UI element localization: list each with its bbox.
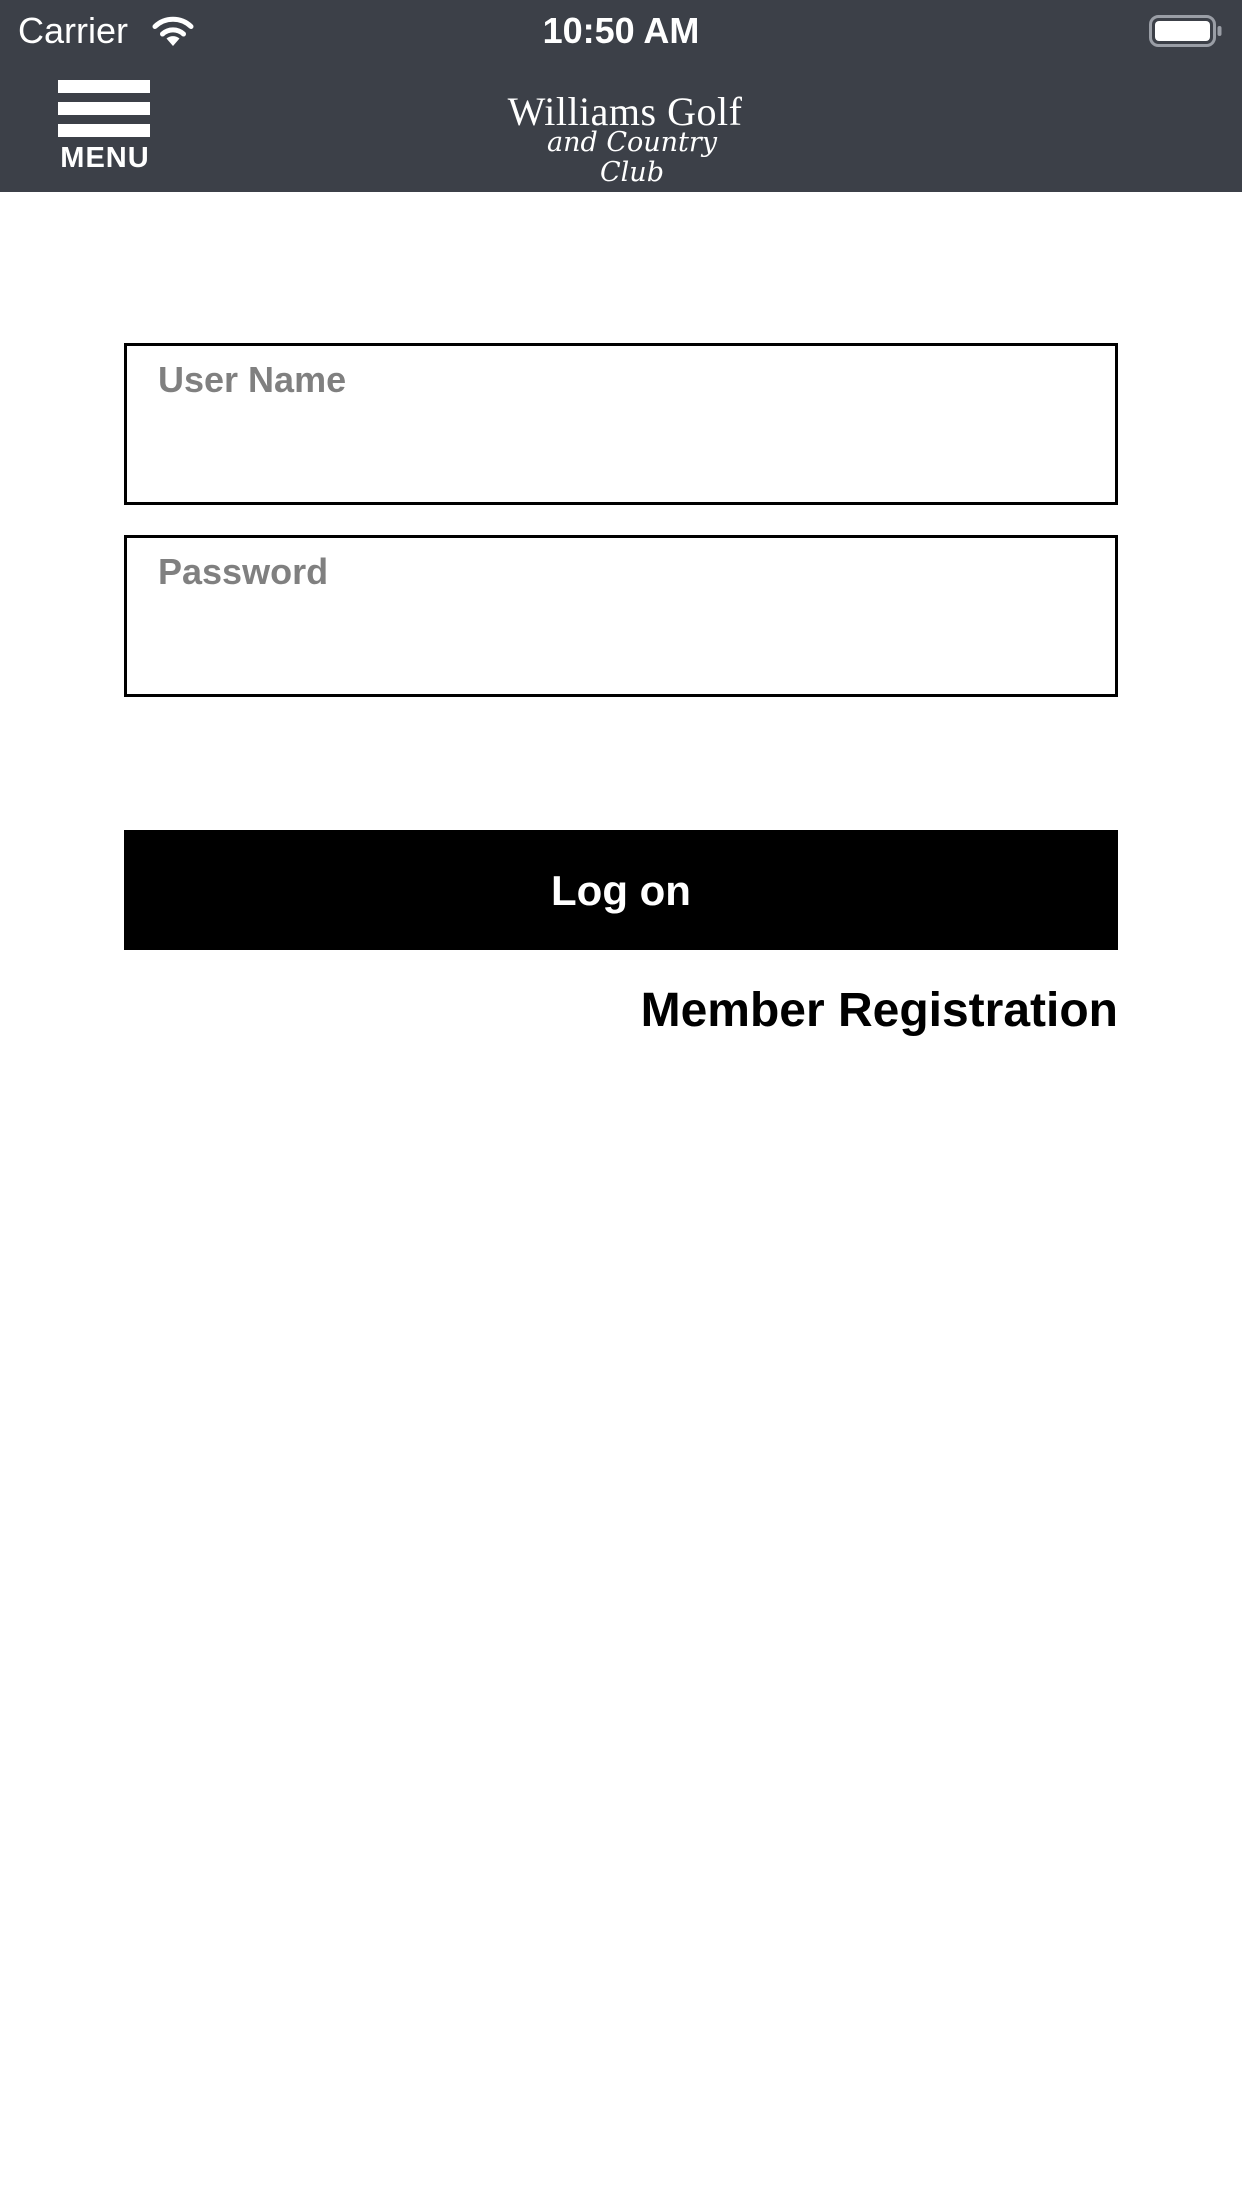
password-placeholder: Password xyxy=(158,551,329,592)
username-input[interactable] xyxy=(127,346,1115,502)
username-field-box[interactable] xyxy=(124,343,1118,505)
app-header xyxy=(0,0,1242,192)
username-placeholder: User Name xyxy=(158,359,347,400)
status-bar xyxy=(0,0,1242,62)
member-registration-link[interactable]: Member Registration xyxy=(640,984,1118,1037)
logo-title: Williams Golf xyxy=(507,89,743,134)
nav-bar xyxy=(0,62,1242,192)
password-field-box[interactable] xyxy=(124,535,1118,697)
logon-button[interactable]: Log on xyxy=(124,830,1118,950)
club-logo xyxy=(500,89,750,188)
battery-full-icon xyxy=(1149,15,1223,47)
menu-label: MENU xyxy=(60,142,150,174)
menu-button[interactable] xyxy=(58,80,152,176)
status-time: 10:50 AM xyxy=(542,10,700,51)
password-input[interactable] xyxy=(127,538,1115,694)
logo-subtitle: and Country Club xyxy=(546,127,718,188)
carrier-label: Carrier xyxy=(18,10,129,51)
